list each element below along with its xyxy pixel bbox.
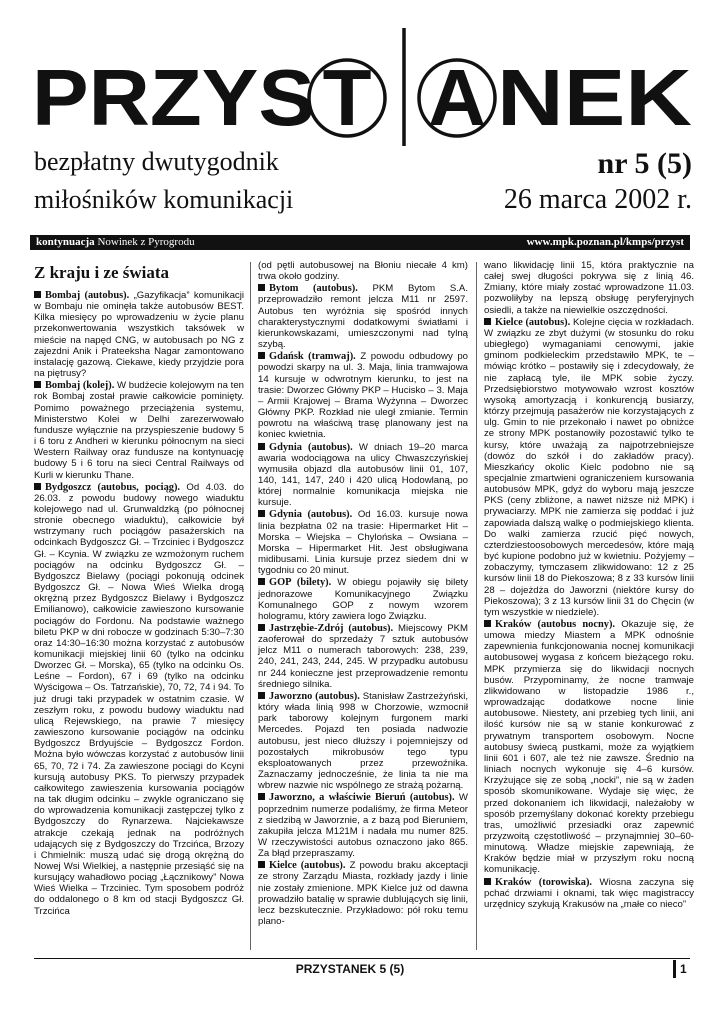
news-item — [258, 691, 468, 791]
masthead-part1: PRZYS — [32, 53, 315, 142]
news-item-heading: Bydgoszcz (autobus, pociąg). — [45, 481, 181, 493]
bullet-square-icon — [258, 861, 265, 868]
news-item-text: „Gazyfikacja” komunikacji w Bombaju nie ominęła także autobusów BEST. Kilka miesięcy po wprowadzeniu w życie planu przekonwertowania wszystkich taksówek w mieście na napęd CNG, w autobusach po NG z zajezdni Anik i Prateeksha Nagar zamontowano instalację gazową. Ciekawe, kiedy przyjdzie pora na piętrusy? — [34, 290, 244, 380]
masthead-letter-t: T — [322, 53, 372, 142]
continuation-text: Nowinek z Pyrogrodu — [97, 236, 195, 248]
info-bar — [30, 235, 690, 250]
news-item — [484, 260, 694, 316]
news-item-heading: Gdańsk (tramwaj). — [269, 351, 356, 363]
news-item-heading: Gdynia (autobus). — [269, 441, 353, 453]
bullet-square-icon — [258, 624, 265, 631]
news-item-heading: Bombaj (autobus). — [45, 290, 130, 301]
bullet-square-icon — [258, 284, 265, 291]
bullet-square-icon — [34, 291, 41, 298]
issue-number: nr 5 (5) — [597, 147, 692, 180]
column-divider — [476, 262, 477, 950]
bullet-square-icon — [34, 381, 41, 388]
news-item-text: wano likwidację linii 15, która praktycznie na całej swej długości pokrywa się z linią 46. Zmiany, które miały zostać wprowadzone 11.03. pozwoliłyby na lepszą obsługę peryferyjnych osiedli, a także na niewielkie oszczędności. — [484, 260, 694, 316]
news-item-text: Od 16.03. kursuje nowa linia bezpłatna 02 na trasie: Hipermarket Hit – Morska – Wiejska – Chylońska – Owsiana – Morska – Hipermarket Hit. Jest obsługiwana midibusami. Linia kursuje przez siedem dni w tygodniu co 20 minut. — [258, 509, 469, 577]
news-item — [258, 442, 468, 509]
news-item-heading: Jaworzno, a właściwie Bieruń (autobus). — [269, 792, 455, 804]
news-item-heading: Jastrzębie-Zdrój (autobus). — [269, 623, 394, 634]
bullet-square-icon — [258, 578, 265, 585]
bullet-square-icon — [34, 483, 41, 490]
news-item-text: Od 4.03. do 26.03. z powodu budowy nowego wiaduktu kolejowego nad ul. Grunwaldzką (po północnej stronie obecnego wiaduktu), całkowicie był wstrzymany ruch pociągów pasażerskich na odcinkach Bydgoszcz Gł. – Trzciniec i Bydgoszcz Gł. – Kcynia. W związku ze wzmożonym ruchem pociągów na odcinku Bydgoszcz Gł. – Bydgoszcz Bielawy (pociągi pokonują odcinek Bydgoszcz Gł. – Nowa Wieś Wielka drogą okrężną przez Bydgoszcz Bielawy i Bydgoszcz Emilianowo), całkowicie zawieszono kursowanie pociągów do Fordonu. Na podstawie ważnego biletu PKP w dni robocze w godzinach 5:30–7:30 oraz 14:30–16:30 można korzystać z autobusów komunikacji miejskiej linii 60 (tylko na odcinku Dworzec Gł. – Morska), 65 (tylko na odcinku Os. Leśne – Fordon), 67 i 69 (tylko na odcinku Wyścigowa – Os. Tatrzańskie), 70, 72, 74 i 94. To już drugi taki przypadek w ostatnim czasie. W zeszłym roku, z powodu budowy wiaduktu nad ulicą Rejewskiego, na prawie 7 miesięcy zawieszono kursowanie pociągów na odcinku Bydgoszcz Brdyujście – Bydgoszcz Fordon. Można było wówczas korzystać z autobusów linii 65, 70, 72 i 74. Za zawieszone pociągi do Kcyni kursują autobusy PKS. To pierwszy przypadek całkowitego zawieszenia kursowania pociągów na tak długim odcinku – zwykle ograniczano się do wprowadzenia komunikacji zastępczej tylko z Bydgoszczy do Rynarzewa. Najciekawsze atrakcje czekają jednak na podróżnych udających się z Bydgoszczy do Trzcińca, Brzozy i Chmielnik: muszą udać się drogą okrężną do Nowej Wsi Wielkiej, a następnie przesiąść się na kursujący wahadłowo pociąg „Łącznikowy” Nowa Wieś Wielka – Trzciniec. Tym sposobem podróż do oddalonego o 8 km od stacji Bydgoszcz Gł. Trzcińca — [34, 481, 244, 917]
masthead-letter-a: A — [428, 53, 486, 142]
column-divider — [250, 262, 251, 950]
subtitle-line1: bezpłatny dwutygodnik — [34, 147, 279, 176]
news-item-text: (od pętli autobusowej na Błoniu niecałe 4 km) trwa około godziny. — [258, 260, 468, 283]
masthead-logo — [0, 0, 724, 146]
news-item — [484, 877, 694, 910]
news-item-text: Z powodu braku akceptacji ze strony Zarządu Miasta, rozkłady jazdy i linie nie zostały zmienione. MPK Kielce już od dawna prowadziło batalię w sprawie dublujących się linii, lecz bezskutecznie. Przykładowo: pół roku temu plano- — [258, 860, 468, 928]
news-item-heading: Bombaj (kolej). — [45, 380, 115, 392]
news-item — [484, 317, 694, 618]
bullet-square-icon — [484, 318, 491, 325]
news-item-text: W budżecie kolejowym na ten rok Bombaj został prawie całkowicie pominięty. Pomimo poważnego przeciążenia systemu, Ministerstwo Kolei w Delhi zarezerwowało fundusze wyłącznie na przyspieszenie budowy 5 i 6 toru z Andheri w kierunku północnym na sieci Western Railway oraz fundusze na kontynuację budowy 5 i 6 toru na sieci Central Railways od Kurli w kierunku Thane. — [34, 380, 245, 481]
news-item-text: W dniach 19–20 marca awaria wodociągowa na ulicy Chwaszczyńskiej wymusiła objazd dla autobusów linii 01, 107, 140, 141, 147, 240 i 420 ulicą Hodowlaną, po której normalnie komunikacja miejska nie kursuje. — [258, 441, 468, 509]
issue-date: 26 marca 2002 r. — [503, 184, 692, 215]
news-item-text: Stanisław Zastrzeżyński, który włada linią 998 w Chorzowie, wzmocnił park taborowy kolejnym furgonem marki Mercedes. Pojazd ten posiada nadwozie autobusu, jest nieco dłuższy i pojemniejszy od pozostałych mikrobusów tego typu eksploatowanych przez przewoźnika. Zaznaczamy jednocześnie, że linia ta nie ma wbrew nazwie nic wspólnego ze strażą pożarną. — [258, 690, 468, 792]
footer-rule — [34, 958, 690, 959]
news-item-text: Wiosna zaczyna się pchać drzwiami i oknami, tak więc magistraccy urzędnicy szykują Krakusów na „małe co nieco” — [484, 876, 694, 910]
website-url: www.mpk.poznan.pl/kmps/przyst — [526, 236, 684, 248]
column-1 — [34, 260, 244, 918]
news-item-text: W obiegu pojawiły się bilety jednorazowe Komunikacyjnego Związku Komunalnego GOP z nowym wzorem hologramu, który zawiera logo Związku. — [258, 577, 468, 622]
news-item — [258, 623, 468, 690]
bullet-square-icon — [258, 443, 265, 450]
bullet-square-icon — [258, 510, 265, 517]
news-item — [258, 351, 468, 440]
continuation-label: kontynuacja — [36, 236, 95, 248]
news-item-text: PKM Bytom S.A. przeprowadziło remont jelcza M11 nr 2597. Autobus ten wyróżnia się spośród innych charakterystycznymi dodatkowymi światłami i kierunkowskazami, umieszczonymi nad tylną szybą. — [258, 283, 468, 351]
bullet-square-icon — [484, 878, 491, 885]
page-number: 1 — [680, 962, 687, 976]
news-item-text: Kolejne cięcia w rozkładach. W związku ze zbyt dużymi (w stosunku do roku ubiegłego) wymaganiami cenowymi, jakie gminom podkieleckim przedstawiło MPK, te – mówiąc krótko – postawiły się i zdecydowały, że nie zapłacą tyle, ile MPK sobie życzy. Przedsiębiorstwo motywowało wzrost kosztów wysoką amortyzacją i konkurencją busiarzy, którzy przejmują pasażerów nie korzystających z ulg. Gmin to nie przekonało i nawet po obniżce ze strony MPK postanowiły pozostawić tylko te kursy, które uważają za najpotrzebniejsze (dowóz do szkół i do zakładów pracy). Mieszkańcy okolic Kielc podobno nie są specjalnie zmartwieni ograniczeniem kursowania autobusów MPK, gdyż do wyboru mają jeszcze PKS (ceny zbliżone, a nawet niższe niż MPK) i prywaciarzy. MPK nie zamierza się poddać i już zapowiada dalszą walkę o podmiejskiego klienta. Do walki zamierza rzucić pięć nowych, czterdziestoosobowych mercedesów, które mają być kupione podobno już w kwietniu. Pożyjemy – zobaczymy, tymczasem zlikwidowano: 12 z 25 kursów linii 18 do Piekoszowa; 8 z 33 kursów linii 28 – dojeżdża do Jaworzni (niektóre kursy do Piekoszowa); 3 z 13 kursów linii 31 do Chęcin (w tym wszystkie w niedziele). — [484, 316, 694, 618]
bullet-square-icon — [484, 620, 491, 627]
news-item — [34, 482, 244, 917]
column-3 — [484, 260, 694, 911]
news-item-heading: Kraków (autobus nocny). — [495, 619, 616, 630]
bullet-square-icon — [258, 692, 265, 699]
news-item — [34, 380, 244, 480]
bullet-square-icon — [258, 352, 265, 359]
news-item-heading: Kielce (autobus). — [269, 860, 346, 872]
news-item-text: Okazuje się, że umowa miedzy Miastem a MPK odnośnie zapewnienia funkcjonowania nocnej komunikacji autobusowej wygasa z końcem bieżącego roku. MPK przymierza się do likwidacji nocnych busów. Przypominamy, że nocne tramwaje zlikwidowano w listopadzie 1986 r., wprowadzając dodatkowe nocne linie autobusowe. Niestety, ani przebieg tych linii, ani ilość kursów nie są w stanie konkurować z prywatnym transportem osobowym. Nocne autobusy świecą pustkami, może za wyjątkiem linii 601 i 607, ale też nie zawsze. Średnio na liniach nocnych wykonuje się 4–6 kursów. Krzyżujące się ze sobą „nocki”, nie są w żaden sposób skomunikowane. Wydaje się więc, że przed dokonaniem ich likwidacji, należałoby w sposób przemyślany dokonać korekty przebiegu tras, umożliwić przesiadki oraz zapewnić przyzwoitą częstotliwość – przynajmniej 30–60-minutową. Władze miejskie zapewniają, że Kraków będzie miał w przyszłym roku nocną komunikację. — [484, 619, 694, 876]
news-item-text: W poprzednim numerze podaliśmy, że firma Meteor z siedzibą w Jaworznie, a z bazą pod Bieruniem, zakupiła jelcza M121M i nadała mu numer 825. W rzeczywistości autobus oznaczono jako 865. Za błąd przepraszamy. — [258, 792, 468, 860]
news-item — [34, 290, 244, 379]
subtitle-line2: miłośników komunikacji — [34, 185, 294, 214]
news-item — [484, 619, 694, 876]
continuation-note — [36, 235, 195, 250]
news-item-text: Miejscowy PKM zaoferował do sprzedaży 7 sztuk autobusów jelcz M11 o numerach taborowych: 238, 239, 240, 241, 243, 244, 245. W przypadku autobusu nr 244 konieczne jest przeprowadzenie remontu średniego silnika. — [258, 623, 468, 690]
news-item — [258, 509, 468, 576]
news-item — [258, 260, 468, 282]
news-item — [258, 860, 468, 927]
news-item — [258, 792, 468, 859]
news-item-heading: Kielce (autobus). — [495, 316, 571, 328]
section-title: Z kraju i ze świata — [34, 263, 170, 282]
news-item-text: Z powodu odbudowy po powodzi skarpy na ul. 3. Maja, linia tramwajowa 14 kursuje w odwrotnym kierunku, to jest na trasie: Dworzec Główny PKP – Hucisko – 3. Maja – Armii Krajowej – Brama Wyżynna – Dworzec Główny PKP. Rozkład nie uległ zmianie. Termin powrotu na właściwą trasę planowany jest na koniec kwietnia. — [258, 351, 468, 441]
bullet-square-icon — [258, 793, 265, 800]
news-item-heading: Kraków (torowiska). — [495, 876, 593, 888]
news-item-heading: GOP (bilety). — [269, 577, 332, 589]
news-item-heading: Gdynia (autobus). — [269, 509, 353, 521]
footer-title: PRZYSTANEK 5 (5) — [295, 962, 405, 976]
news-item-heading: Jaworzno (autobus). — [269, 690, 360, 702]
column-1-items — [34, 290, 244, 917]
masthead — [0, 0, 724, 146]
news-item — [258, 577, 468, 622]
column-2 — [258, 260, 468, 928]
masthead-part2: NEK — [497, 53, 693, 142]
page-number-bar — [673, 960, 676, 978]
news-item — [258, 283, 468, 350]
news-item-heading: Bytom (autobus). — [269, 283, 358, 295]
